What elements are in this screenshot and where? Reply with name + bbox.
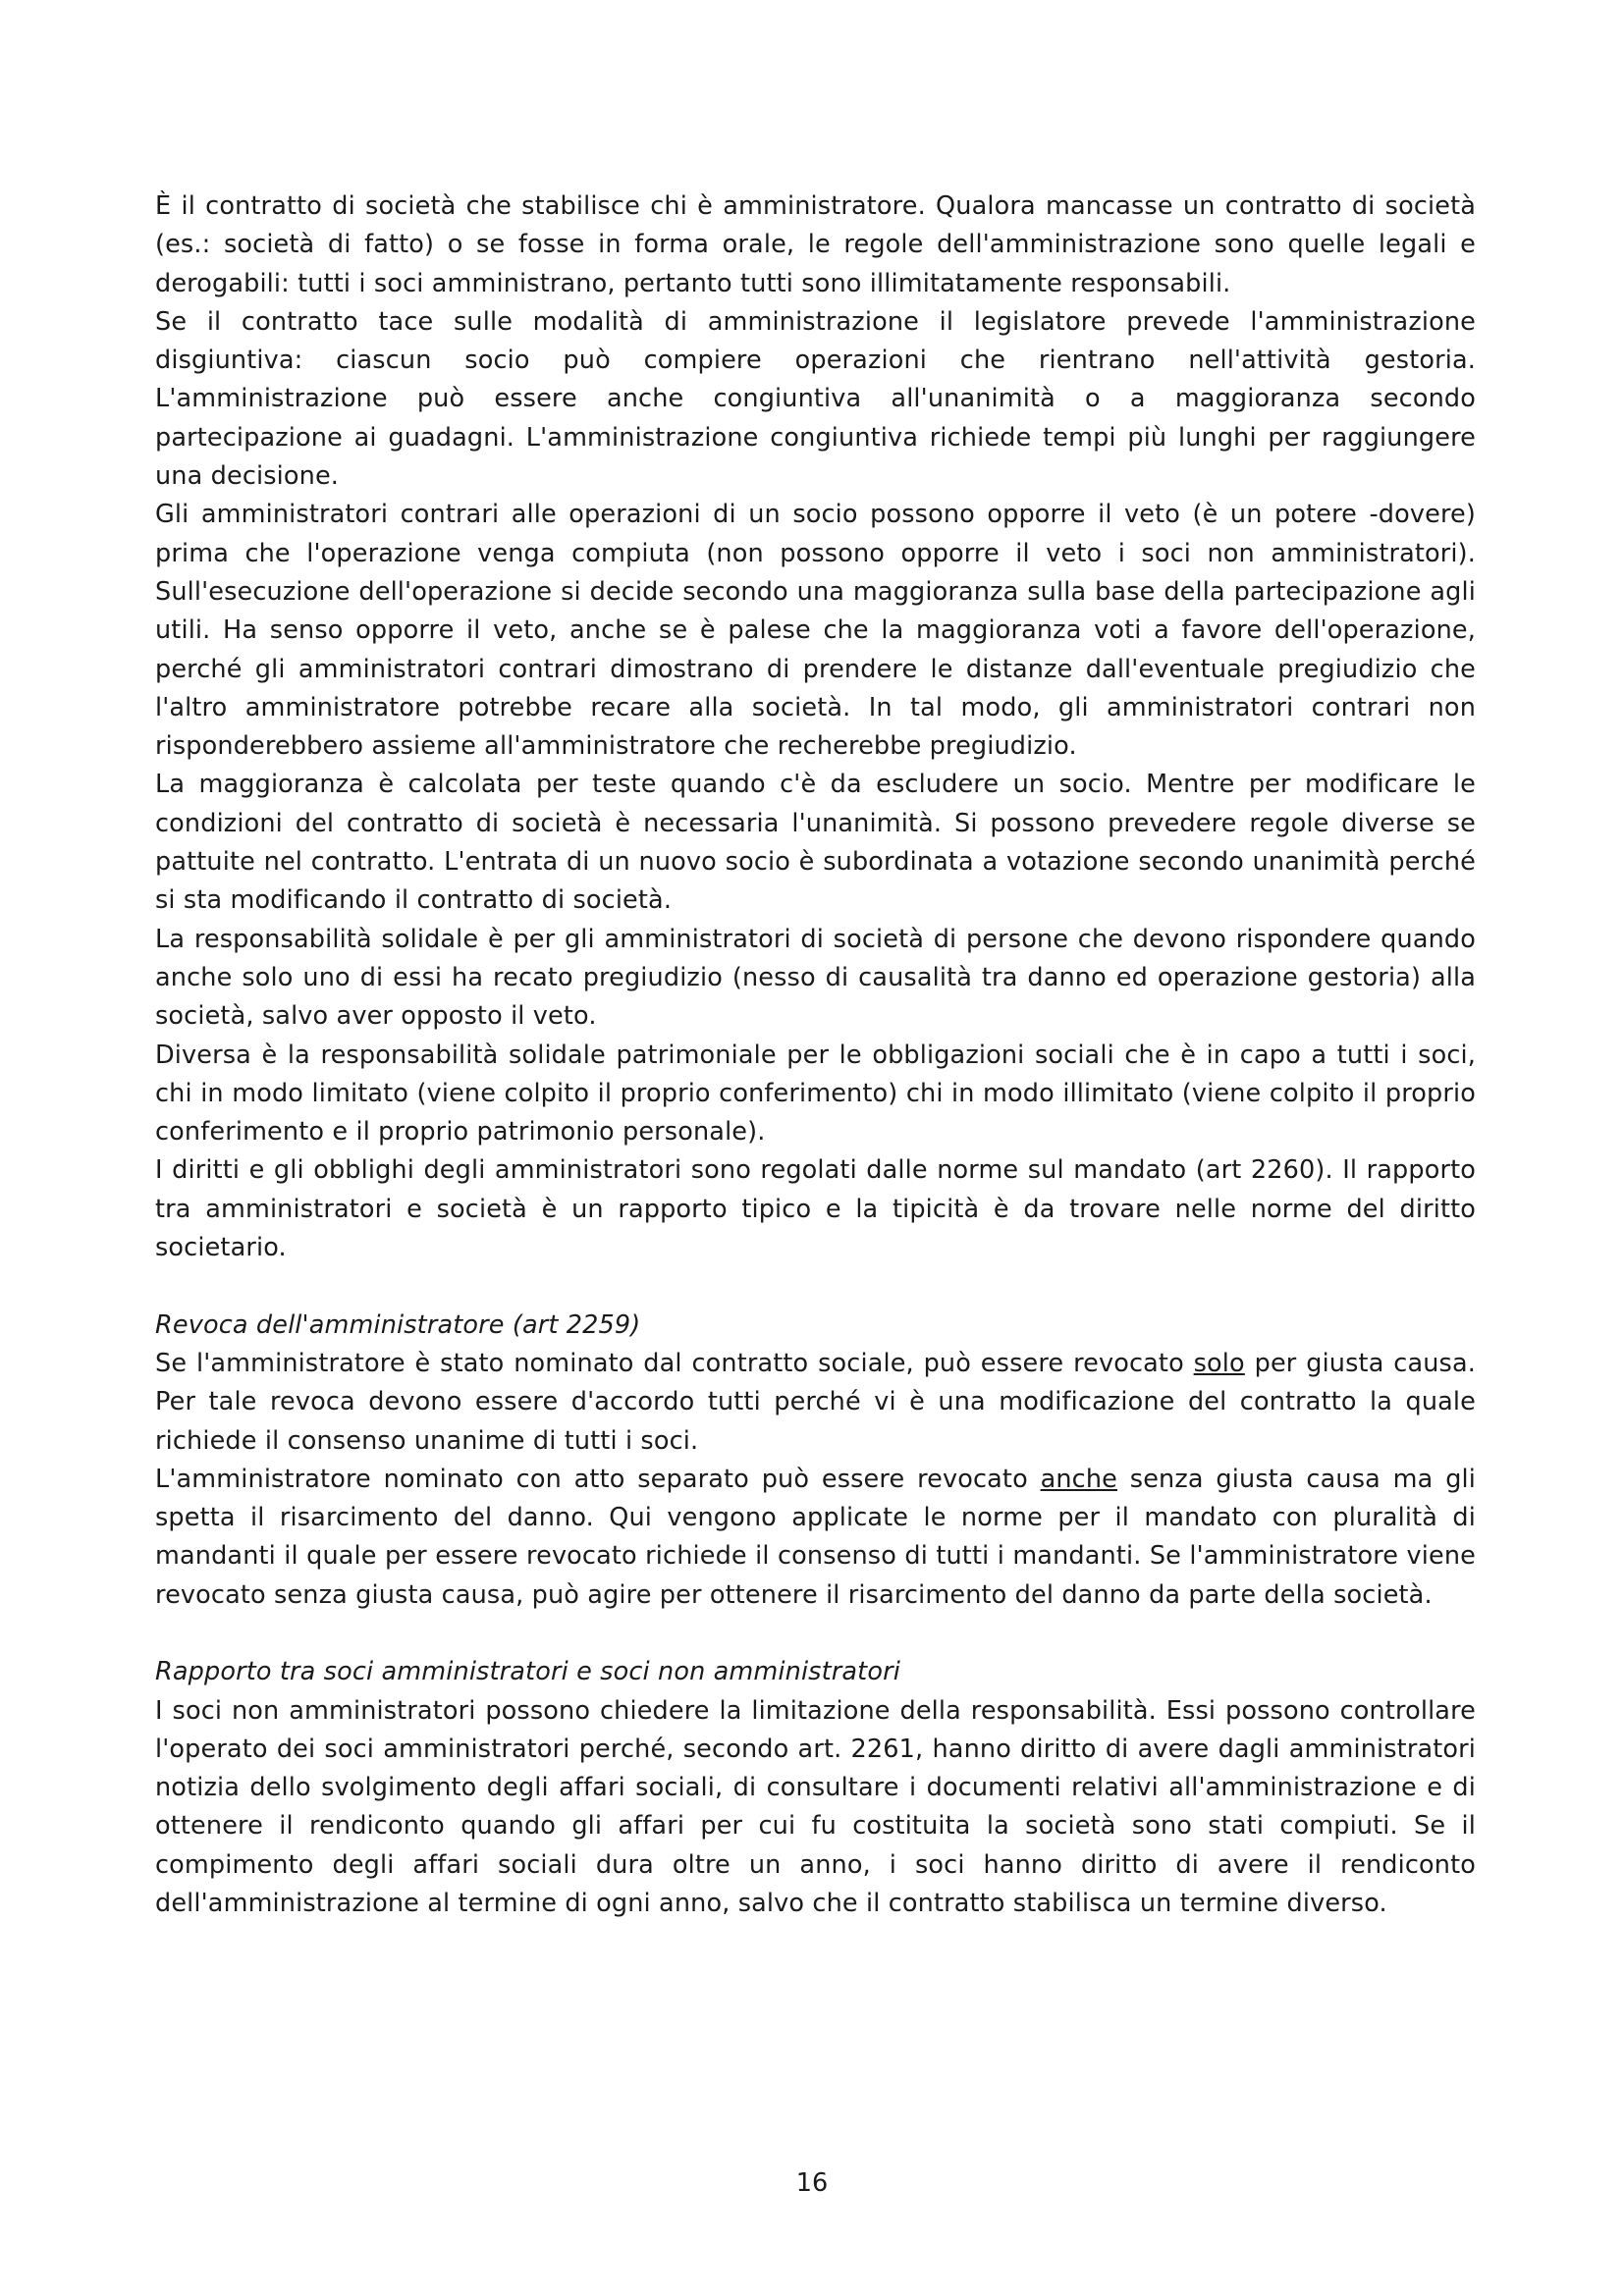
paragraph-responsabilita-solidale: La responsabilità solidale è per gli amministratori di società di persone che devono rispondere quando anche solo uno di essi ha recato pregiudizio (nesso di causalità tra danno ed operazione gestoria) alla società, salvo aver opposto il veto.	[155, 924, 1476, 1032]
page-number: 16	[795, 2168, 829, 2198]
paragraph-maggioranza: La maggioranza è calcolata per teste quando c'è da escludere un socio. Mentre per modificare le condizioni del contratto di società è necessaria l'unanimità. Si possono prevedere regole diverse se pattuite nel contratto. L'entrata di un nuovo socio è subordinata a votazione secondo unanimità perché si sta modificando il contratto di società.	[155, 770, 1476, 916]
text-segment: Se l'amministratore è stato nominato dal contratto sociale, può essere revocato	[155, 1348, 1194, 1378]
paragraph-amministratore-contratto: È il contratto di società che stabilisce chi è amministratore. Qualora mancasse un contratto di società (es.: società di fatto) o se fosse in forma orale, le regole dell'amministrazione sono quelle legali e derogabili: tutti i soci amministrano, pertanto tutti sono illimitatamente responsabili.	[155, 191, 1476, 298]
paragraph-amministrazione-disgiuntiva: Se il contratto tace sulle modalità di amministrazione il legislatore prevede l'amministrazione disgiuntiva: ciascun socio può compiere operazioni che rientrano nell'attività gestoria. L'amministrazione può essere anche congiuntiva all'unanimità o a maggioranza secondo partecipazione ai guadagni. L'amministrazione congiuntiva richiede tempi più lunghi per raggiungere una decisione.	[155, 306, 1476, 492]
section-heading-rapporto: Rapporto tra soci amministratori e soci non amministratori	[155, 1657, 900, 1687]
text-segment: senza giusta causa ma gli spetta il risarcimento del danno. Qui vengono applicate le norme per il mandato con pluralità di mandanti il quale per essere revocato richiede il consenso di tutti i mandanti. Se l'amministratore viene revocato senza giusta causa, può agire per ottenere il risarcimento del danno da parte della società.	[155, 1464, 1476, 1610]
section-heading-revoca: Revoca dell'amministratore (art 2259)	[155, 1309, 641, 1340]
paragraph-revoca-atto-separato	[155, 1461, 1476, 1615]
underlined-word-anche: anche	[1040, 1464, 1118, 1494]
paragraph-soci-non-amministratori: I soci non amministratori possono chiedere la limitazione della responsabilità. Essi possono controllare l'operato dei soci amministratori perché, secondo art. 2261, hanno diritto di avere dagli amministratori notizia dello svolgimento degli affari sociali, di consultare i documenti relativi all'amministrazione e di ottenere il rendiconto quando gli affari per cui fu costituita la società sono stati compiuti. Se il compimento degli affari sociali dura oltre un anno, i soci hanno diritto di avere il rendiconto dell'amministrazione al termine di ogni anno, salvo che il contratto stabilisca un termine diverso.	[155, 1695, 1476, 1919]
paragraph-veto: Gli amministratori contrari alle operazioni di un socio possono opporre il veto (è un potere -dovere) prima che l'operazione venga compiuta (non possono opporre il veto i soci non amministratori). Sull'esecuzione dell'operazione si decide secondo una maggioranza sulla base della partecipazione agli utili. Ha senso opporre il veto, anche se è palese che la maggioranza voti a favore dell'operazione, perché gli amministratori contrari dimostrano di prendere le distanze dall'eventuale pregiudizio che l'altro amministratore potrebbe recare alla società. In tal modo, gli amministratori contrari non risponderebbero assieme all'amministratore che recherebbe pregiudizio.	[155, 500, 1476, 762]
paragraph-responsabilita-patrimoniale: Diversa è la responsabilità solidale patrimoniale per le obbligazioni sociali che è in capo a tutti i soci, chi in modo limitato (viene colpito il proprio conferimento) chi in modo illimitato (viene colpito il proprio conferimento e il proprio patrimonio personale).	[155, 1040, 1476, 1148]
page-body	[155, 187, 1476, 1923]
underlined-word-solo: solo	[1193, 1348, 1245, 1378]
text-segment: L'amministratore nominato con atto separato può essere revocato	[155, 1464, 1041, 1494]
paragraph-diritti-obblighi: I diritti e gli obblighi degli amministratori sono regolati dalle norme sul mandato (art 2260). Il rapporto tra amministratori e società è un rapporto tipico e la tipicità è da trovare nelle norme del diritto societario.	[155, 1155, 1476, 1263]
text-segment: per giusta causa. Per tale revoca devono essere d'accordo tutti perché vi è una modificazione del contratto la quale richiede il consenso unanime di tutti i soci.	[155, 1348, 1477, 1456]
paragraph-revoca-contratto-sociale	[155, 1345, 1476, 1461]
